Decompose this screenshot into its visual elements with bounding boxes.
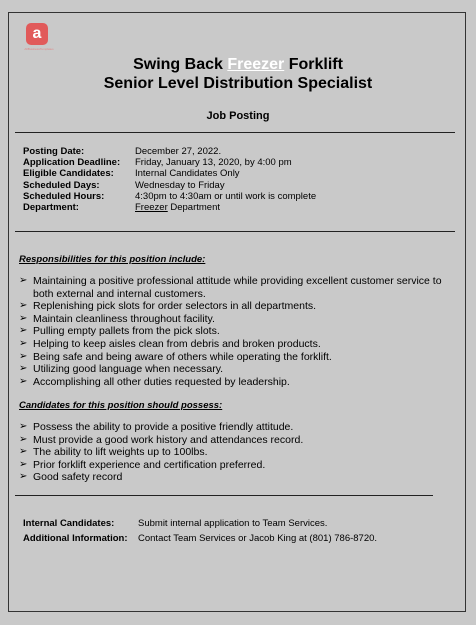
bullet-arrow-icon: ➢ <box>19 446 28 458</box>
bullet-arrow-icon: ➢ <box>19 433 28 445</box>
divider <box>15 231 455 232</box>
divider <box>15 495 433 496</box>
job-posting-page <box>8 12 466 612</box>
brand-logo-icon: a <box>26 23 48 45</box>
title-line2: Senior Level Distribution Specialist <box>103 75 373 92</box>
bullet-arrow-icon: ➢ <box>19 471 28 483</box>
footer-value: Contact Team Services or Jacob King at (801) 786-8720. <box>138 533 378 544</box>
bullet-arrow-icon: ➢ <box>19 275 28 286</box>
footer-label: Additional Information: <box>23 533 128 544</box>
document-subtitle: Job Posting <box>206 110 270 122</box>
list-item <box>19 325 459 338</box>
footer-info <box>23 516 377 546</box>
bullet-arrow-icon: ➢ <box>19 300 28 312</box>
detail-row <box>23 146 316 157</box>
detail-row <box>23 157 316 168</box>
detail-row <box>23 191 316 202</box>
list-item-text: Must provide a good work history and attendances record. <box>33 433 304 446</box>
footer-label: Internal Candidates: <box>23 518 115 529</box>
detail-value: Internal Candidates Only <box>135 168 240 180</box>
bullet-arrow-icon: ➢ <box>19 312 28 324</box>
document-title <box>9 55 467 93</box>
list-item <box>19 275 459 300</box>
list-item <box>19 421 459 434</box>
title-part1: Swing Back <box>133 56 228 73</box>
detail-label: Department: <box>23 202 79 214</box>
detail-value: Wednesday to Friday <box>135 179 225 191</box>
bullet-arrow-icon: ➢ <box>19 421 28 432</box>
posting-details <box>23 146 316 213</box>
footer-row <box>23 516 377 531</box>
footer-value: Submit internal application to Team Services. <box>138 518 328 529</box>
detail-label: Application Deadline: <box>23 157 121 169</box>
detail-label: Posting Date: <box>23 146 85 157</box>
divider <box>15 132 455 133</box>
bullet-arrow-icon: ➢ <box>19 350 28 362</box>
detail-label: Eligible Candidates: <box>23 168 114 180</box>
candidates-heading: Candidates for this position should possess: <box>19 400 223 411</box>
list-item-text: Replenishing pick slots for order selectors in all departments. <box>33 300 317 313</box>
list-item-text: Maintain cleanliness throughout facility. <box>33 312 215 325</box>
list-item-text: Utilizing good language when necessary. <box>33 363 224 376</box>
department-link: Freezer <box>135 202 168 214</box>
list-item-text: Maintaining a positive professional attitude while providing excellent customer service to both external and internal customers. <box>33 275 442 300</box>
bullet-arrow-icon: ➢ <box>19 325 28 337</box>
list-item <box>19 446 459 459</box>
detail-value: December 27, 2022. <box>135 146 222 157</box>
responsibilities-heading: Responsibilities for this position include: <box>19 254 206 265</box>
list-item <box>19 300 459 313</box>
detail-label: Scheduled Days: <box>23 179 100 191</box>
list-item-text: Being safe and being aware of others while operating the forklift. <box>33 350 332 363</box>
responsibilities-list <box>19 275 459 388</box>
bullet-arrow-icon: ➢ <box>19 375 28 387</box>
brand-logo-caption: AllBusinessTemplates <box>24 47 54 51</box>
list-item <box>19 376 459 389</box>
list-item-text: Prior forklift experience and certification preferred. <box>33 458 266 471</box>
list-item <box>19 434 459 447</box>
bullet-arrow-icon: ➢ <box>19 458 28 470</box>
title-part2: Forklift <box>284 56 343 73</box>
candidates-list <box>19 421 459 484</box>
list-item-text: Good safety record <box>33 471 123 484</box>
detail-value <box>135 202 220 213</box>
list-item-text: Accomplishing all other duties requested by leadership. <box>33 375 290 388</box>
list-item-text: The ability to lift weights up to 100lbs. <box>33 446 208 459</box>
detail-value: Friday, January 13, 2020, by 4:00 pm <box>135 157 292 169</box>
list-item <box>19 351 459 364</box>
bullet-arrow-icon: ➢ <box>19 337 28 349</box>
list-item-text: Pulling empty pallets from the pick slots. <box>33 325 220 338</box>
department-suffix: Department <box>167 202 221 214</box>
detail-row <box>23 202 316 213</box>
title-highlight: Freezer <box>227 56 285 73</box>
detail-row <box>23 180 316 191</box>
list-item <box>19 471 459 484</box>
list-item-text: Helping to keep aisles clean from debris and broken products. <box>33 337 321 350</box>
list-item-text: Possess the ability to provide a positive friendly attitude. <box>33 421 294 433</box>
detail-value: 4:30pm to 4:30am or until work is complete <box>135 190 317 202</box>
footer-row <box>23 531 377 546</box>
list-item <box>19 363 459 376</box>
list-item <box>19 459 459 472</box>
list-item <box>19 338 459 351</box>
bullet-arrow-icon: ➢ <box>19 363 28 375</box>
detail-label: Scheduled Hours: <box>23 190 105 202</box>
detail-row <box>23 168 316 179</box>
list-item <box>19 313 459 326</box>
